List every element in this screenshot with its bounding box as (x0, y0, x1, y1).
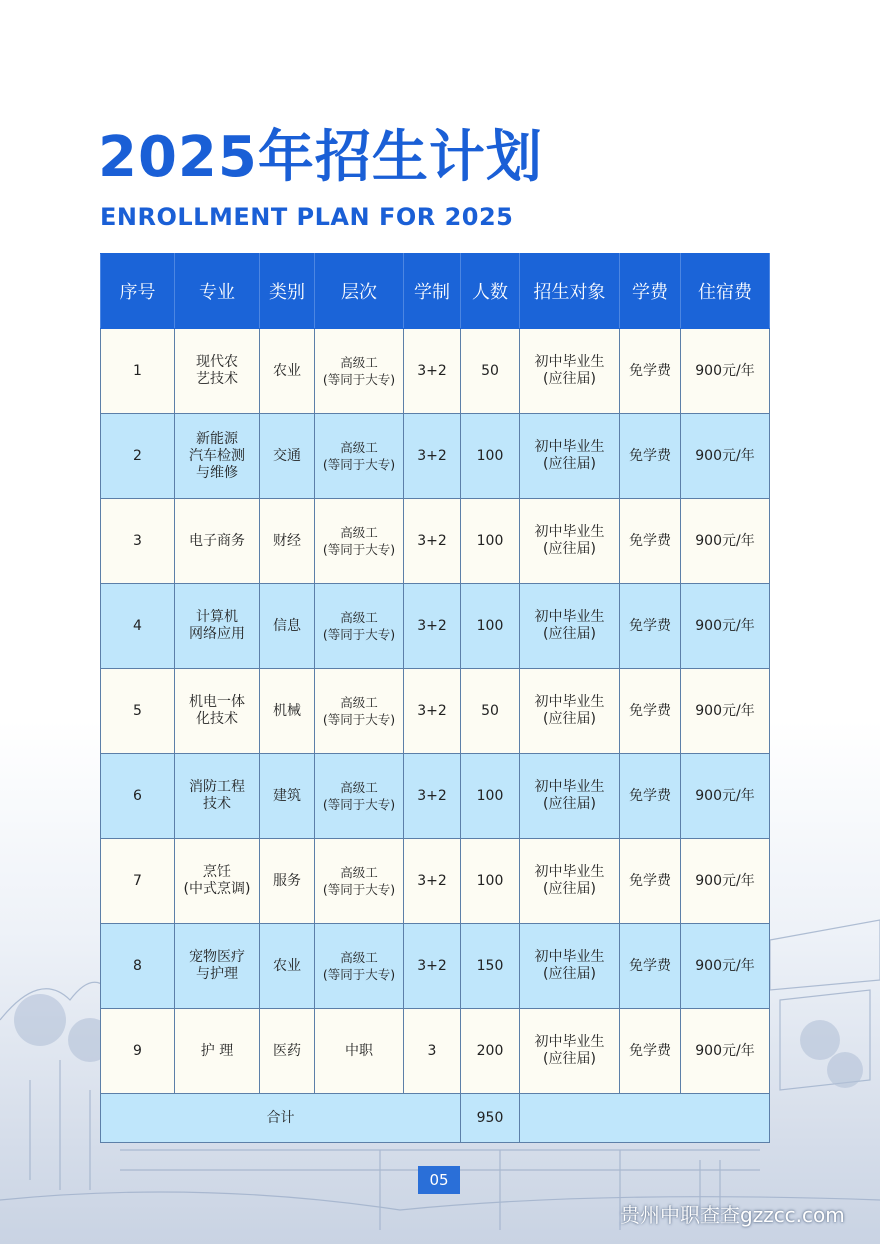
table-row (101, 669, 770, 754)
total-label: 合计 (101, 1094, 461, 1143)
column-header: 层次 (315, 254, 404, 329)
cell-category: 交通 (260, 414, 315, 499)
table-row (101, 414, 770, 499)
cell-level: 高级工 (等同于大专) (315, 584, 404, 669)
cell-no: 6 (101, 754, 175, 839)
table-row (101, 1009, 770, 1094)
cell-no: 2 (101, 414, 175, 499)
table-row (101, 584, 770, 669)
column-header: 类别 (260, 254, 315, 329)
cell-major: 机电一体 化技术 (175, 669, 260, 754)
cell-count: 200 (461, 1009, 520, 1094)
cell-dorm: 900元/年 (681, 924, 770, 1009)
cell-major: 护 理 (175, 1009, 260, 1094)
cell-tuition: 免学费 (620, 329, 681, 414)
cell-no: 3 (101, 499, 175, 584)
cell-dorm: 900元/年 (681, 839, 770, 924)
cell-target: 初中毕业生 (应往届) (520, 754, 620, 839)
enrollment-table (100, 253, 770, 1143)
cell-count: 100 (461, 839, 520, 924)
cell-years: 3+2 (404, 499, 461, 584)
cell-years: 3 (404, 1009, 461, 1094)
cell-target: 初中毕业生 (应往届) (520, 839, 620, 924)
cell-major: 消防工程 技术 (175, 754, 260, 839)
table-row (101, 754, 770, 839)
cell-tuition: 免学费 (620, 669, 681, 754)
cell-level: 高级工 (等同于大专) (315, 754, 404, 839)
cell-target: 初中毕业生 (应往届) (520, 414, 620, 499)
cell-dorm: 900元/年 (681, 499, 770, 584)
total-count: 950 (461, 1094, 520, 1143)
cell-category: 财经 (260, 499, 315, 584)
column-header: 招生对象 (520, 254, 620, 329)
cell-level: 高级工 (等同于大专) (315, 839, 404, 924)
cell-tuition: 免学费 (620, 584, 681, 669)
column-header: 学费 (620, 254, 681, 329)
column-header: 序号 (101, 254, 175, 329)
cell-years: 3+2 (404, 754, 461, 839)
cell-count: 100 (461, 499, 520, 584)
page-title: 2025年招生计划 (98, 125, 543, 190)
page-number: 05 (418, 1166, 460, 1194)
cell-no: 7 (101, 839, 175, 924)
table-row (101, 329, 770, 414)
table-row (101, 924, 770, 1009)
cell-no: 8 (101, 924, 175, 1009)
cell-target: 初中毕业生 (应往届) (520, 329, 620, 414)
cell-target: 初中毕业生 (应往届) (520, 499, 620, 584)
cell-count: 50 (461, 329, 520, 414)
column-header: 住宿费 (681, 254, 770, 329)
cell-major: 烹饪 (中式烹调) (175, 839, 260, 924)
table-row (101, 499, 770, 584)
cell-no: 4 (101, 584, 175, 669)
cell-count: 100 (461, 414, 520, 499)
cell-level: 高级工 (等同于大专) (315, 669, 404, 754)
cell-category: 农业 (260, 329, 315, 414)
cell-major: 宠物医疗 与护理 (175, 924, 260, 1009)
cell-level: 中职 (315, 1009, 404, 1094)
cell-category: 机械 (260, 669, 315, 754)
cell-level: 高级工 (等同于大专) (315, 414, 404, 499)
table-row (101, 839, 770, 924)
cell-target: 初中毕业生 (应往届) (520, 1009, 620, 1094)
cell-no: 5 (101, 669, 175, 754)
cell-years: 3+2 (404, 924, 461, 1009)
cell-category: 服务 (260, 839, 315, 924)
cell-count: 100 (461, 584, 520, 669)
cell-tuition: 免学费 (620, 924, 681, 1009)
cell-dorm: 900元/年 (681, 584, 770, 669)
cell-dorm: 900元/年 (681, 329, 770, 414)
cell-tuition: 免学费 (620, 839, 681, 924)
cell-count: 100 (461, 754, 520, 839)
cell-target: 初中毕业生 (应往届) (520, 669, 620, 754)
cell-count: 50 (461, 669, 520, 754)
table-header-row (101, 254, 770, 329)
cell-level: 高级工 (等同于大专) (315, 924, 404, 1009)
column-header: 专业 (175, 254, 260, 329)
cell-major: 计算机 网络应用 (175, 584, 260, 669)
cell-no: 9 (101, 1009, 175, 1094)
cell-target: 初中毕业生 (应往届) (520, 584, 620, 669)
cell-level: 高级工 (等同于大专) (315, 499, 404, 584)
cell-years: 3+2 (404, 329, 461, 414)
cell-years: 3+2 (404, 669, 461, 754)
cell-dorm: 900元/年 (681, 669, 770, 754)
cell-years: 3+2 (404, 414, 461, 499)
cell-target: 初中毕业生 (应往届) (520, 924, 620, 1009)
cell-tuition: 免学费 (620, 499, 681, 584)
cell-category: 农业 (260, 924, 315, 1009)
cell-major: 电子商务 (175, 499, 260, 584)
total-empty-cell (520, 1094, 770, 1143)
cell-tuition: 免学费 (620, 1009, 681, 1094)
table-total-row (101, 1094, 770, 1143)
cell-no: 1 (101, 329, 175, 414)
cell-dorm: 900元/年 (681, 414, 770, 499)
cell-tuition: 免学费 (620, 754, 681, 839)
page-subtitle: ENROLLMENT PLAN FOR 2025 (100, 203, 514, 231)
cell-category: 医药 (260, 1009, 315, 1094)
cell-tuition: 免学费 (620, 414, 681, 499)
column-header: 人数 (461, 254, 520, 329)
cell-category: 建筑 (260, 754, 315, 839)
cell-count: 150 (461, 924, 520, 1009)
cell-major: 现代农 艺技术 (175, 329, 260, 414)
site-watermark: 贵州中职查查gzzcc.com (620, 1203, 845, 1227)
cell-dorm: 900元/年 (681, 754, 770, 839)
cell-category: 信息 (260, 584, 315, 669)
column-header: 学制 (404, 254, 461, 329)
cell-level: 高级工 (等同于大专) (315, 329, 404, 414)
cell-major: 新能源 汽车检测 与维修 (175, 414, 260, 499)
cell-years: 3+2 (404, 584, 461, 669)
cell-dorm: 900元/年 (681, 1009, 770, 1094)
cell-years: 3+2 (404, 839, 461, 924)
